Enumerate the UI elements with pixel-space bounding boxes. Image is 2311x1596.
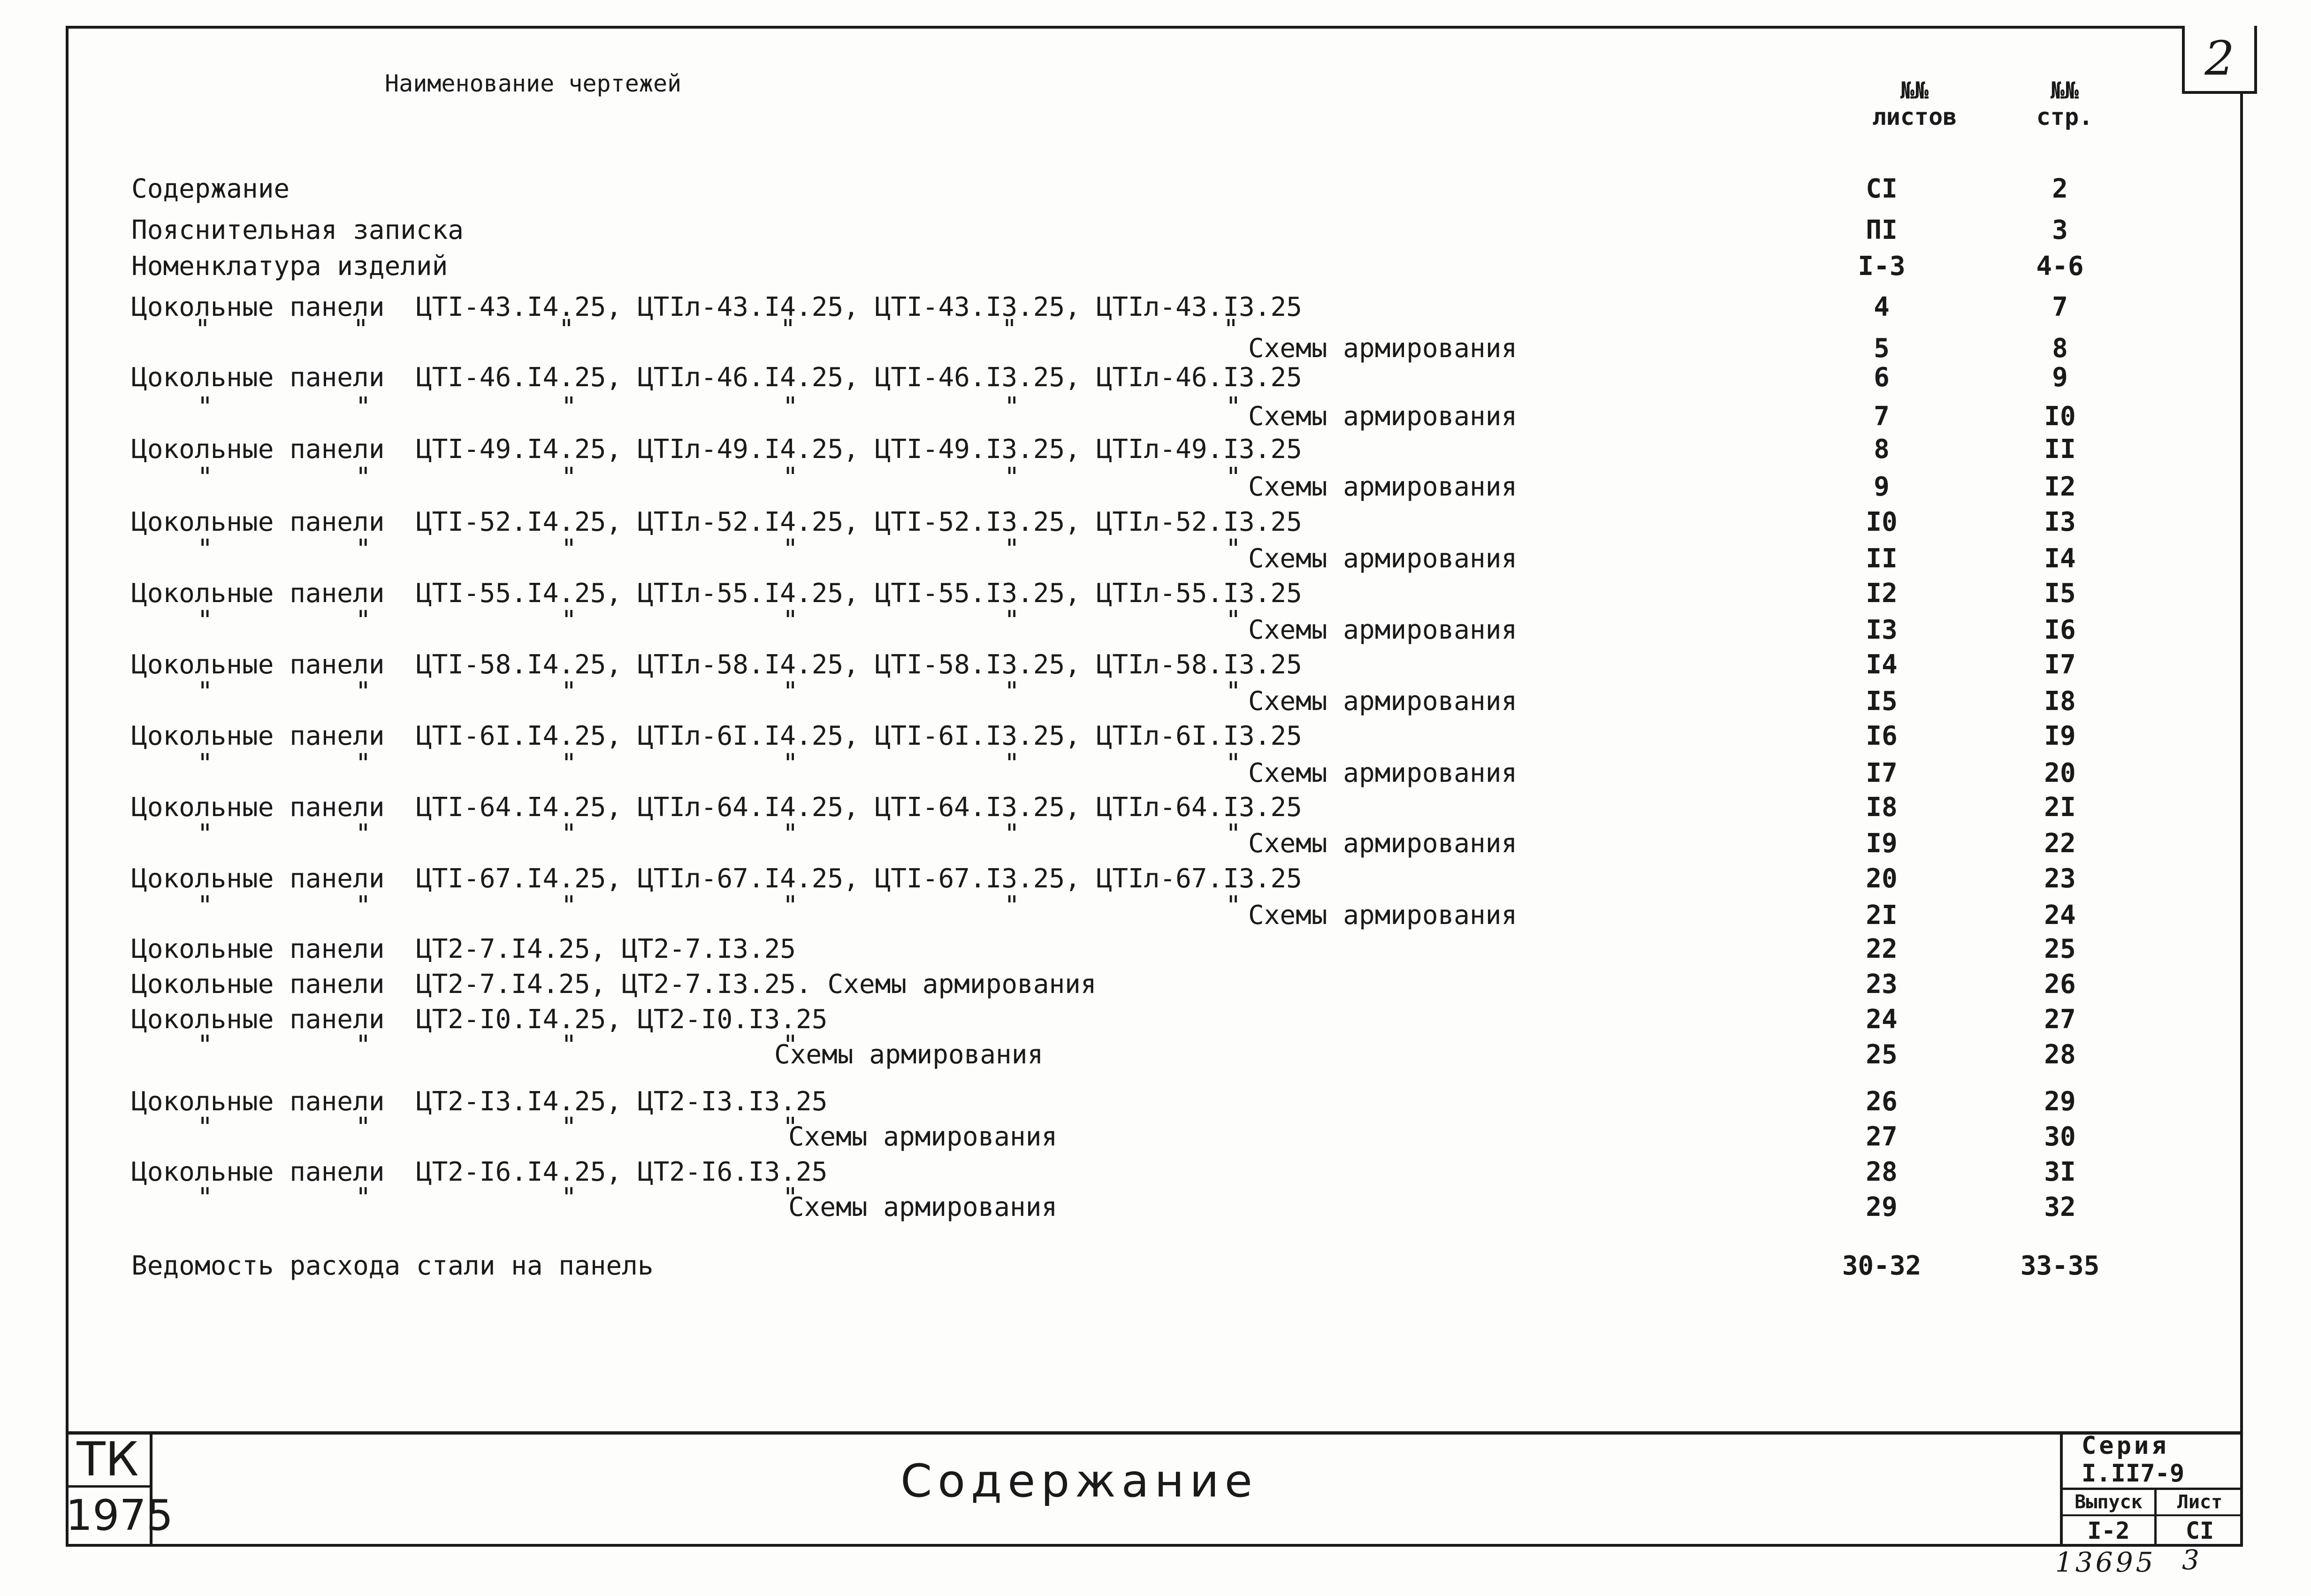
handwritten-number-2: 3: [2182, 1544, 2199, 1576]
contents-row-sheets: 25: [1866, 1039, 1898, 1070]
contents-row-sheets: 27: [1866, 1122, 1898, 1152]
sheet-cell: [2157, 1490, 2243, 1546]
ditto-marks: " " " " " ": [197, 891, 1242, 921]
contents-row-page: 7: [2052, 292, 2068, 322]
contents-row-sheets: CI: [1866, 174, 1898, 204]
page-corner-number: 2: [2182, 26, 2257, 94]
contents-row-title: Цокольные панели ЦТI-46.I4.25, ЦТIл-46.I4.25, ЦТI-46.I3.25, ЦТIл-46.I3.25: [131, 362, 1302, 393]
contents-row-page: 30: [2044, 1122, 2076, 1152]
contents-row-page: I4: [2044, 543, 2076, 574]
contents-row-sheets: 26: [1866, 1086, 1898, 1117]
contents-row-sheets: I9: [1866, 828, 1898, 859]
contents-row-page: I6: [2044, 615, 2076, 645]
contents-row-title: Схемы армирования: [1248, 828, 1518, 859]
issue-value: I-2: [2087, 1517, 2130, 1544]
contents-row-sheets: 30-32: [1842, 1251, 1922, 1281]
contents-row-page: 27: [2044, 1004, 2076, 1035]
org-stamp: [66, 1431, 174, 1544]
ditto-marks: " " " " " ": [197, 605, 1242, 636]
contents-row-sheets: 22: [1866, 934, 1898, 964]
ditto-marks: " " " " " ": [197, 677, 1242, 707]
contents-row-sheets: 8: [1874, 434, 1890, 465]
contents-row-title: Цокольные панели ЦТI-64.I4.25, ЦТIл-64.I4.25, ЦТI-64.I3.25, ЦТIл-64.I3.25: [131, 792, 1302, 823]
contents-row-title: Цокольные панели ЦТI-52.I4.25, ЦТIл-52.I4.25, ЦТI-52.I3.25, ЦТIл-52.I3.25: [131, 507, 1302, 537]
contents-row-sheets: I5: [1866, 686, 1898, 717]
contents-row-title: Цокольные панели ЦТ2-I3.I4.25, ЦТ2-I3.I3.25: [131, 1086, 828, 1117]
contents-row-title: Схемы армирования: [1248, 543, 1518, 574]
contents-row-sheets: 28: [1866, 1157, 1898, 1187]
contents-row-title: Схемы армирования: [1248, 900, 1518, 931]
ditto-marks: " " " " " ": [197, 819, 1242, 849]
issue-sheet-row: [2063, 1488, 2243, 1544]
contents-row-page: 20: [2044, 758, 2076, 788]
contents-row-page: 3: [2052, 215, 2068, 245]
contents-row-page: 26: [2044, 969, 2076, 1000]
contents-row-sheets: I3: [1866, 615, 1898, 645]
contents-row-title: Пояснительная записка: [131, 215, 464, 245]
contents-row-page: 9: [2052, 362, 2068, 393]
ditto-marks: " " " ": [197, 1030, 799, 1061]
contents-row-title: Схемы армирования: [1248, 758, 1518, 788]
contents-row-title: Цокольные панели ЦТI-58.I4.25, ЦТIл-58.I4.25, ЦТI-58.I3.25, ЦТIл-58.I3.25: [131, 649, 1302, 680]
sheet-label: Лист: [2157, 1490, 2243, 1516]
contents-row-page: 3I: [2044, 1157, 2076, 1187]
contents-row-title: Схемы армирования: [1248, 686, 1518, 717]
document-title: Содержание: [900, 1455, 1258, 1507]
contents-row-title: Номенклатура изделий: [131, 251, 448, 282]
contents-row-title: Схемы армирования: [788, 1122, 1058, 1152]
contents-row-page: 28: [2044, 1039, 2076, 1070]
contents-row-title: " " " " " ": [131, 314, 1239, 345]
contents-row-sheets: I7: [1866, 758, 1898, 788]
org-year: 1975: [66, 1491, 174, 1540]
contents-row-sheets: 29: [1866, 1192, 1898, 1222]
contents-row-title: Цокольные панели ЦТ2-I6.I4.25, ЦТ2-I6.I3.25: [131, 1157, 828, 1187]
series-box: [2060, 1431, 2243, 1544]
contents-row-title: Схемы армирования: [1248, 333, 1518, 364]
issue-label: Выпуск: [2063, 1490, 2154, 1516]
ditto-marks: " " " " " ": [197, 462, 1242, 493]
contents-row-sheets: I2: [1866, 578, 1898, 609]
contents-row-sheets: I4: [1866, 649, 1898, 680]
contents-row-title: Цокольные панели ЦТ2-7.I4.25, ЦТ2-7.I3.25: [131, 934, 796, 964]
contents-row-page: 25: [2044, 934, 2076, 964]
contents-row-title: Содержание: [131, 174, 290, 204]
contents-row-title: Цокольные панели ЦТI-55.I4.25, ЦТIл-55.I4.25, ЦТI-55.I3.25, ЦТIл-55.I3.25: [131, 578, 1302, 609]
contents-row-title: Схемы армирования: [1248, 472, 1518, 502]
contents-row-sheets: I-3: [1858, 251, 1906, 282]
contents-row-title: Цокольные панели ЦТI-43.I4.25, ЦТIл-43.I4.25, ЦТI-43.I3.25, ЦТIл-43.I3.25: [131, 292, 1302, 322]
contents-row-sheets: 23: [1866, 969, 1898, 1000]
header-pages-column: [2032, 77, 2097, 130]
contents-row-sheets: 20: [1866, 863, 1898, 894]
series-label: Серия: [2082, 1432, 2169, 1460]
header-pages-no: №№: [2050, 77, 2079, 104]
ditto-marks: " " " " " ": [197, 392, 1242, 422]
contents-row-title: Цокольные панели ЦТ2-7.I4.25, ЦТ2-7.I3.25. Схемы армирования: [131, 969, 1097, 1000]
contents-row-page: 33-35: [2020, 1251, 2100, 1281]
contents-row-title: Схемы армирования: [1248, 615, 1518, 645]
sheet-value: CI: [2185, 1517, 2214, 1544]
title-block-top-line: [66, 1431, 2243, 1435]
header-name-column: Наименование чертежей: [385, 70, 682, 97]
contents-row-title: Цокольные панели ЦТI-49.I4.25, ЦТIл-49.I4.25, ЦТI-49.I3.25, ЦТIл-49.I3.25: [131, 434, 1302, 465]
contents-row-page: 32: [2044, 1192, 2076, 1222]
contents-row-sheets: I0: [1866, 507, 1898, 537]
contents-row-page: 29: [2044, 1086, 2076, 1117]
contents-row-sheets: 5: [1874, 333, 1890, 364]
contents-row-page: 24: [2044, 900, 2076, 931]
ditto-marks: " " " ": [197, 1112, 799, 1143]
contents-row-page: 23: [2044, 863, 2076, 894]
title-block-bottom-line: [66, 1544, 2243, 1547]
contents-row-sheets: 6: [1874, 362, 1890, 393]
ditto-marks: " " " " " ": [197, 534, 1242, 565]
header-sheets-no: №№: [1900, 77, 1929, 104]
issue-cell: [2063, 1490, 2157, 1546]
org-code: ТК: [66, 1431, 150, 1488]
contents-row-page: I0: [2044, 401, 2076, 432]
series-value: I.II7-9: [2082, 1459, 2185, 1488]
ditto-marks: " " " ": [197, 1183, 799, 1213]
contents-row-page: 22: [2044, 828, 2076, 859]
contents-row-sheets: 24: [1866, 1004, 1898, 1035]
header-pages-label: стр.: [2036, 103, 2093, 130]
contents-row-sheets: ПI: [1866, 215, 1898, 245]
contents-row-page: 4-6: [2036, 251, 2084, 282]
ditto-marks: " " " " " ": [197, 748, 1242, 779]
header-sheets-label: листов: [1872, 103, 1957, 130]
handwritten-number: 13695: [2055, 1546, 2156, 1578]
contents-row-title: Ведомость расхода стали на панель: [131, 1251, 654, 1281]
contents-row-title: Схемы армирования: [788, 1192, 1058, 1222]
contents-row-title: Цокольные панели ЦТI-67.I4.25, ЦТIл-67.I4.25, ЦТI-67.I3.25, ЦТIл-67.I3.25: [131, 863, 1302, 894]
contents-row-page: II: [2044, 434, 2076, 465]
contents-row-title: Цокольные панели ЦТI-6I.I4.25, ЦТIл-6I.I4.25, ЦТI-6I.I3.25, ЦТIл-6I.I3.25: [131, 721, 1302, 751]
contents-row-sheets: 2I: [1866, 900, 1898, 931]
contents-row-sheets: 4: [1874, 292, 1890, 322]
header-sheets-column: [1858, 77, 1971, 130]
contents-row-sheets: I6: [1866, 721, 1898, 751]
contents-row-page: I3: [2044, 507, 2076, 537]
contents-row-title: Схемы армирования: [1248, 401, 1518, 432]
contents-row-page: 8: [2052, 333, 2068, 364]
contents-row-sheets: 7: [1874, 401, 1890, 432]
contents-row-page: I8: [2044, 686, 2076, 717]
contents-row-sheets: I8: [1866, 792, 1898, 823]
contents-row-page: I7: [2044, 649, 2076, 680]
contents-row-title: Схемы армирования: [774, 1039, 1044, 1070]
contents-row-title: Цокольные панели ЦТ2-I0.I4.25, ЦТ2-I0.I3.25: [131, 1004, 828, 1035]
contents-row-page: 2: [2052, 174, 2068, 204]
contents-row-sheets: II: [1866, 543, 1898, 574]
contents-row-page: I9: [2044, 721, 2076, 751]
contents-row-page: 2I: [2044, 792, 2076, 823]
contents-row-page: I2: [2044, 472, 2076, 502]
contents-row-sheets: 9: [1874, 472, 1890, 502]
contents-row-page: I5: [2044, 578, 2076, 609]
